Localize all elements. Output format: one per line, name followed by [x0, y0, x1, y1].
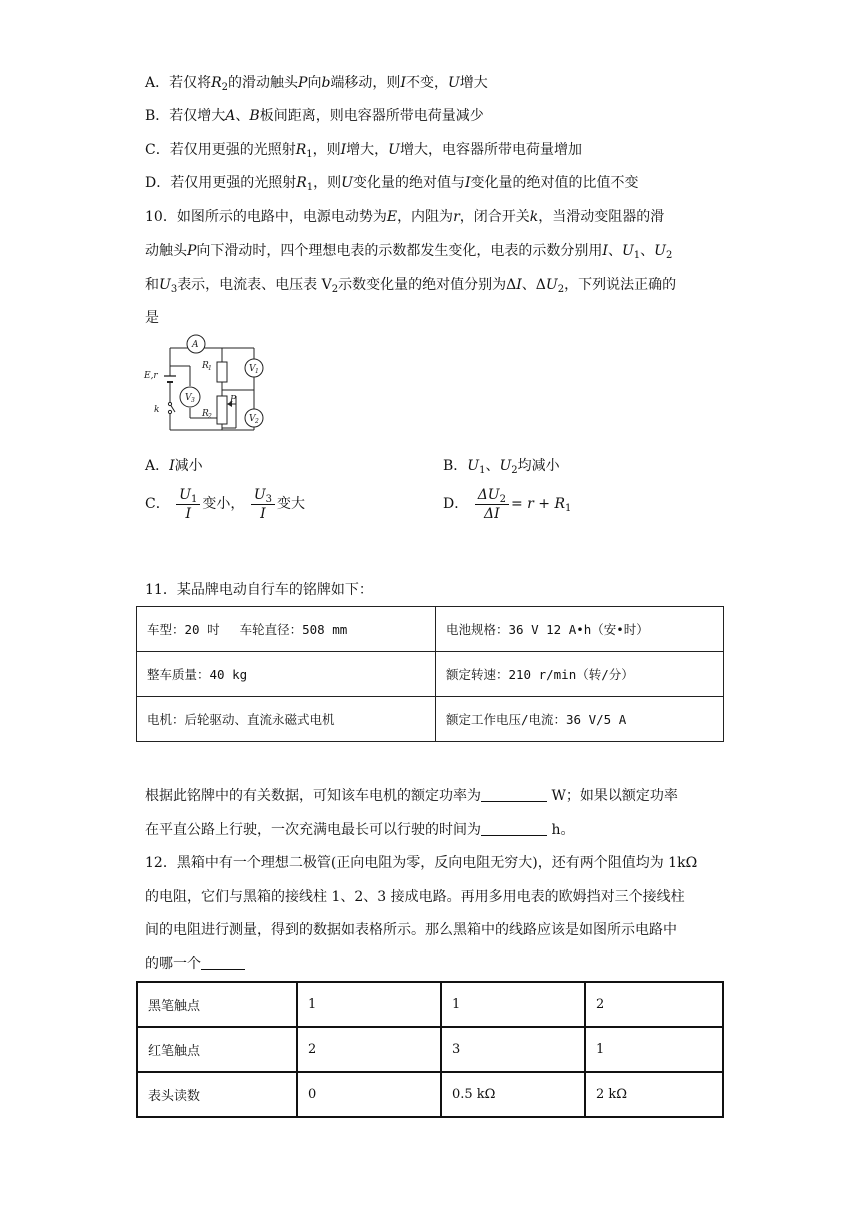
q10-stem-line-1: 10．如图所示的电路中，电源电动势为E，内阻为r，闭合开关k，当滑动变阻器的滑 — [145, 209, 665, 225]
q9-option-c: C．若仅用更强的光照射$R_1$，则I增大，U增大，电容器所带电荷量增加 — [145, 142, 582, 160]
slider-p-label: P — [230, 395, 237, 405]
q10-option-d: D． $\frac{\Delta U_2}{\Delta I}$ = $r + R_1$ — [443, 486, 572, 522]
answer-blank-time[interactable] — [481, 821, 547, 836]
q12-stem-line-3: 间的电阻进行测量，得到的数据如表格所示。那么黑箱中的线路应该是如图所示电路中 — [145, 922, 677, 938]
q10-option-c: C． $\frac{U_1}{I}$ 变小， $\frac{U_3}{I}$ 变大 — [145, 486, 305, 522]
q9-option-b: B．若仅增大A、B板间距离，则电容器所带电荷量减少 — [145, 108, 484, 124]
resistor-r2-icon — [217, 396, 227, 424]
answer-blank-power[interactable] — [481, 787, 547, 802]
svg-text:3: 3 — [191, 397, 195, 404]
svg-text:1: 1 — [255, 368, 259, 375]
table-row: 黑笔触点 1 1 2 — [137, 982, 723, 1027]
q10-stem-line-3: 和$U_3$表示，电流表、电压表 $V_2$示数变化量的绝对值分别为ΔI、$\Delta U_2$，下列说法正确的 — [145, 277, 677, 295]
q9-option-a: A．若仅将$R_2$的滑动触头P向b端移动，则I不变，U增大 — [145, 75, 488, 93]
voltmeter-v3-label: V — [185, 393, 192, 403]
resistor-r1-icon — [217, 362, 227, 382]
source-label: E,r — [144, 371, 158, 381]
circuit-diagram — [142, 330, 272, 440]
svg-text:1: 1 — [208, 365, 212, 372]
q10-option-a: A．I减小 — [145, 458, 203, 474]
svg-text:2: 2 — [255, 418, 259, 425]
fraction-du2-over-di: $\frac{\Delta U_2}{\Delta I}$ — [475, 486, 509, 523]
r1-label: R — [202, 361, 209, 371]
voltmeter-v1-label: V — [249, 364, 256, 374]
svg-text:2: 2 — [208, 413, 212, 420]
q10-stem-line-2: 动触头P向下滑动时，四个理想电表的示数都发生变化，电表的示数分别用I、$U_1$、$U_2$ — [145, 243, 673, 261]
q11-question-line-1: 根据此铭牌中的有关数据，可知该车电机的额定功率为 W；如果以额定功率 — [145, 788, 678, 804]
q10-option-b: B．$U_1$、$U_2$均减小 — [443, 458, 560, 476]
q11-intro: 11．某品牌电动自行车的铭牌如下： — [145, 582, 373, 598]
q10-stem-line-4: 是 — [145, 310, 159, 326]
q12-stem-line-2: 的电阻，它们与黑箱的接线柱 1、2、3 接成电路。再用多用电表的欧姆挡对三个接线柱 — [145, 889, 685, 905]
table-row: 电机：后轮驱动、直流永磁式电机 额定工作电压/电流：36 V/5 A — [137, 697, 724, 742]
q12-stem-line-1: 12．黑箱中有一个理想二极管(正向电阻为零，反向电阻无穷大)，还有两个阻值均为 1kΩ — [145, 855, 698, 871]
q9-option-d: D．若仅用更强的光照射$R_1$，则U变化量的绝对值与I变化量的绝对值的比值不变 — [145, 175, 639, 193]
measurement-table — [136, 981, 724, 1118]
ammeter-label: A — [192, 340, 199, 350]
nameplate-table — [136, 606, 724, 742]
table-row: 车型：20 吋 车轮直径：508 mm 电池规格：36 V 12 A•h（安•时） — [137, 607, 724, 652]
table-row: 红笔触点 2 3 1 — [137, 1027, 723, 1072]
switch-label: k — [154, 405, 160, 415]
q12-stem-line-4: 的哪一个 — [145, 954, 245, 974]
answer-blank-circuit[interactable] — [201, 955, 245, 970]
r2-label: R — [202, 409, 209, 419]
table-row: 整车质量：40 kg 额定转速：210 r/min（转/分） — [137, 652, 724, 697]
fraction-u3-over-i: $\frac{U_3}{I}$ — [251, 486, 275, 523]
fraction-u1-over-i: $\frac{U_1}{I}$ — [176, 486, 200, 523]
q11-question-line-2: 在平直公路上行驶，一次充满电最长可以行驶的时间为 h。 — [145, 822, 575, 838]
voltmeter-v2-label: V — [249, 414, 256, 424]
table-row: 表头读数 0 0.5 kΩ 2 kΩ — [137, 1072, 723, 1117]
